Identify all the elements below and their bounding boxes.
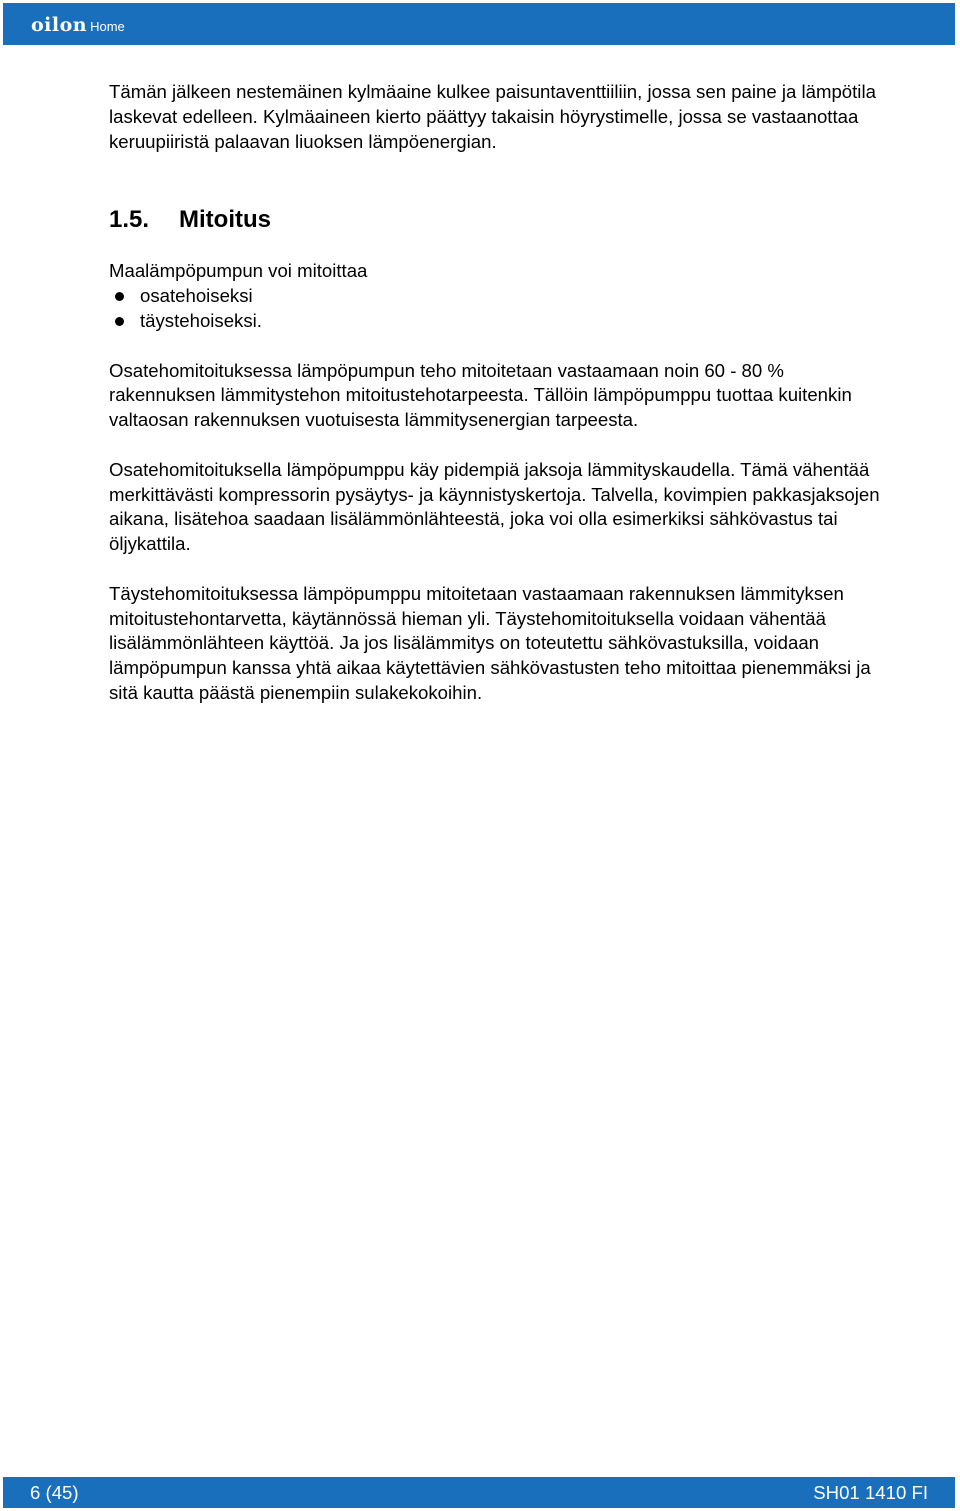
paragraph-partial-operation: Osatehomitoituksella lämpöpumppu käy pidempiä jaksoja lämmityskaudella. Tämä vähentää merkittävästi kompressorin pysäytys- ja käynnistyskertoja. Talvella, kovimpien pakkasjaksojen aikana, lisätehoa saadaan lisälämmönlähteestä, joka voi olla esimerkiksi sähkövastus tai öljykattila.: [109, 458, 880, 555]
paragraph-full-sizing: Täystehomitoituksessa lämpöpumppu mitoitetaan vastaamaan rakennuksen lämmityksen mitoitustehontarvetta, käytännössä hieman yli. Täystehomitoituksella voidaan vähentää lisälämmönlähteen käyttöä. Ja jos lisälämmitys on toteutettu sähkövastuksilla, voidaan lämpöpumpun kanssa yhtä aikaa käytettävien sähkövastusten teho mitoittaa pienemmäksi ja sitä kautta päästä pienempiin sulakekokoihin.: [109, 582, 871, 703]
document-code: SH01 1410 FI: [813, 1482, 928, 1503]
section-heading: [109, 205, 889, 235]
page-content: [109, 80, 889, 706]
paragraph-partial-sizing: Osatehomitoituksessa lämpöpumpun teho mitoitetaan vastaamaan noin 60 - 80 % rakennuksen lämmitystehon mitoitustehotarpeesta. Tällöin lämpöpumppu tuottaa kuitenkin valtaosan rakennuksen vuotuisesta lämmitysenergian tarpeesta.: [109, 359, 852, 431]
section-title: Mitoitus: [179, 206, 271, 234]
bullet-icon: [115, 292, 124, 301]
paragraph-intro: Tämän jälkeen nestemäinen kylmäaine kulkee paisuntaventtiiliin, jossa sen paine ja lämpötila laskevat edelleen. Kylmäaineen kierto päättyy takaisin höyrystimelle, jossa se vastaanottaa keruupiiristä palaavan liuoksen lämpöenergian.: [109, 81, 876, 152]
sizing-options-list: [109, 284, 889, 334]
list-item: [109, 309, 889, 334]
header-bar: [3, 3, 955, 45]
logo-mark: oilon: [31, 14, 88, 36]
sizing-intro: Maalämpöpumpun voi mitoittaa: [109, 260, 368, 282]
footer-bar: [3, 1477, 955, 1508]
list-item-label: osatehoiseksi: [140, 285, 253, 307]
oilon-logo: [31, 13, 125, 37]
section-number: 1.5.: [109, 206, 150, 234]
logo-subtitle: Home: [90, 19, 125, 34]
list-item-label: täystehoiseksi.: [140, 309, 262, 331]
list-item: [109, 284, 889, 309]
bullet-icon: [115, 317, 124, 326]
page-number: 6 (45): [30, 1482, 79, 1503]
